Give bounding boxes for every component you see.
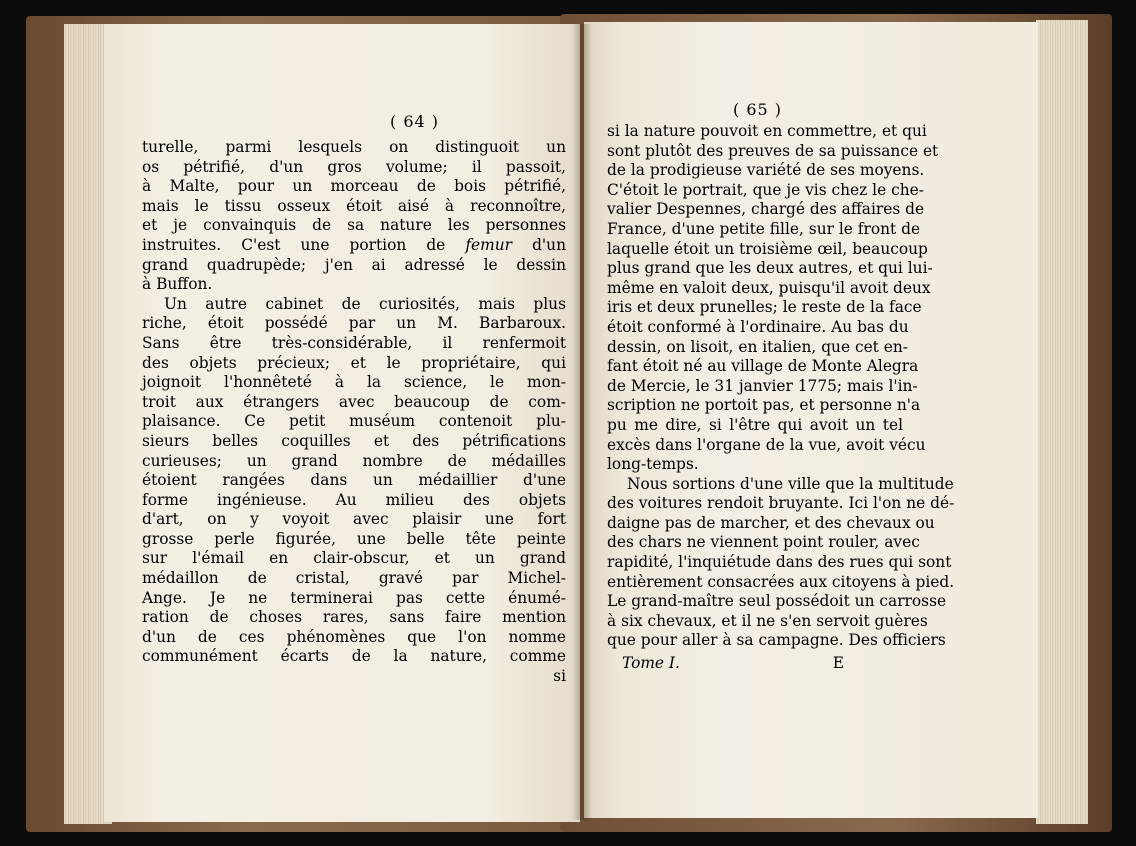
text-line: que pour aller à sa campagne. Des officiers bbox=[607, 631, 946, 650]
text-line: long-temps. bbox=[607, 455, 699, 474]
text-line: joignoit l'honnêteté à la science, le mon- bbox=[142, 373, 566, 392]
text-line: grosse perle figurée, une belle tête peinte bbox=[142, 529, 566, 548]
text-line: turelle, parmi lesquels on distinguoit un bbox=[142, 138, 566, 156]
text-line: instruites. C'est une portion de femur d'un bbox=[142, 235, 566, 254]
text-line: os pétrifié, d'un gros volume; il passoit, bbox=[142, 157, 566, 176]
text-line: C'étoit le portrait, que je vis chez le che- bbox=[607, 180, 924, 199]
text-line: curieuses; un grand nombre de médailles bbox=[142, 451, 566, 470]
footer-volume: Tome I. bbox=[622, 654, 680, 672]
text-line: scription ne portoit pas, et personne n'a bbox=[607, 396, 921, 415]
right-page-footer bbox=[622, 654, 844, 672]
text-line: France, d'une petite fille, sur le front de bbox=[607, 219, 921, 238]
text-line: iris et deux prunelles; le reste de la face bbox=[607, 298, 922, 317]
text-line: sur l'émail en clair-obscur, et un grand bbox=[142, 549, 566, 568]
page-edges-right bbox=[1036, 20, 1088, 824]
text-line: même en valoit deux, puisqu'il avoit deux bbox=[607, 278, 931, 297]
text-line: de la prodigieuse variété de ses moyens. bbox=[607, 161, 925, 180]
text-line: à Buffon. bbox=[142, 275, 213, 294]
text-line: communément écarts de la nature, comme bbox=[142, 647, 566, 666]
text-line: sont plutôt des preuves de sa puissance et bbox=[607, 141, 939, 160]
left-page-number: ( 64 ) bbox=[390, 112, 440, 131]
footer-signature-mark: E bbox=[832, 654, 844, 672]
text-line: mais le tissu osseux étoit aisé à reconnoître, bbox=[142, 196, 566, 215]
text-line: de Mercie, le 31 janvier 1775; mais l'in- bbox=[607, 376, 918, 395]
text-line: étoit conformé à l'ordinaire. Au bas du bbox=[607, 317, 909, 336]
text-line: grand quadrupède; j'en ai adressé le dessin bbox=[142, 255, 566, 274]
right-page-number: ( 65 ) bbox=[733, 100, 783, 119]
text-line: si la nature pouvoit en commettre, et qui bbox=[607, 122, 927, 140]
text-line: sieurs belles coquilles et des pétrifications bbox=[142, 431, 566, 450]
text-line: Un autre cabinet de curiosités, mais plus bbox=[164, 294, 566, 313]
text-line: pu me dire, si l'être qui avoit un tel bbox=[607, 415, 903, 434]
text-line: dessin, on lisoit, en italien, que cet en- bbox=[607, 337, 908, 356]
text-line: laquelle étoit un troisième œil, beaucoup bbox=[607, 239, 928, 258]
text-line: daigne pas de marcher, et des chevaux ou bbox=[607, 513, 935, 532]
text-line: d'un de ces phénomènes que l'on nomme bbox=[142, 627, 566, 646]
text-line: Sans être très-considérable, il renfermoit bbox=[142, 333, 566, 352]
text-line: à six chevaux, et il ne s'en servoit guères bbox=[607, 611, 928, 630]
text-line: d'art, on y voyoit avec plaisir une fort bbox=[142, 510, 566, 529]
text-line: Le grand-maître seul possédoit un carrosse bbox=[607, 592, 947, 611]
text-line: et je convainquis de sa nature les personnes bbox=[142, 216, 566, 235]
text-line: fant étoit né au village de Monte Alegra bbox=[607, 357, 919, 376]
catchword: si bbox=[553, 667, 566, 686]
text-line: à Malte, pour un morceau de bois pétrifié, bbox=[142, 177, 566, 196]
text-line: des voitures rendoit bruyante. Ici l'on ne dé- bbox=[607, 494, 955, 513]
book-gutter bbox=[572, 24, 592, 820]
text-line: plus grand que les deux autres, et qui lui- bbox=[607, 259, 933, 278]
text-line: des objets précieux; et le propriétaire, qui bbox=[142, 353, 566, 372]
left-page-text bbox=[142, 138, 566, 687]
text-line: plaisance. Ce petit muséum contenoit plu- bbox=[142, 412, 566, 431]
text-line: Ange. Je ne terminerai pas cette énumé- bbox=[142, 588, 566, 607]
text-line: entièrement consacrées aux citoyens à pied. bbox=[607, 572, 955, 591]
text-line: rapidité, l'inquiétude dans des rues qui sont bbox=[607, 553, 952, 572]
text-line: riche, étoit possédé par un M. Barbaroux. bbox=[142, 314, 566, 333]
text-line: valier Despennes, chargé des affaires de bbox=[607, 200, 925, 219]
text-line: forme ingénieuse. Au milieu des objets bbox=[142, 490, 566, 509]
text-line: étoient rangées dans un médaillier d'une bbox=[142, 471, 566, 490]
text-line: médaillon de cristal, gravé par Michel- bbox=[142, 569, 566, 588]
right-page-text bbox=[607, 122, 955, 651]
text-line: Nous sortions d'une ville que la multitude bbox=[627, 474, 954, 493]
text-line: troit aux étrangers avec beaucoup de com- bbox=[142, 392, 566, 411]
text-line: ration de choses rares, sans faire mention bbox=[142, 608, 566, 627]
text-line: des chars ne viennent point rouler, avec bbox=[607, 533, 920, 552]
text-line: excès dans l'organe de la vue, avoit vécu bbox=[607, 435, 926, 454]
